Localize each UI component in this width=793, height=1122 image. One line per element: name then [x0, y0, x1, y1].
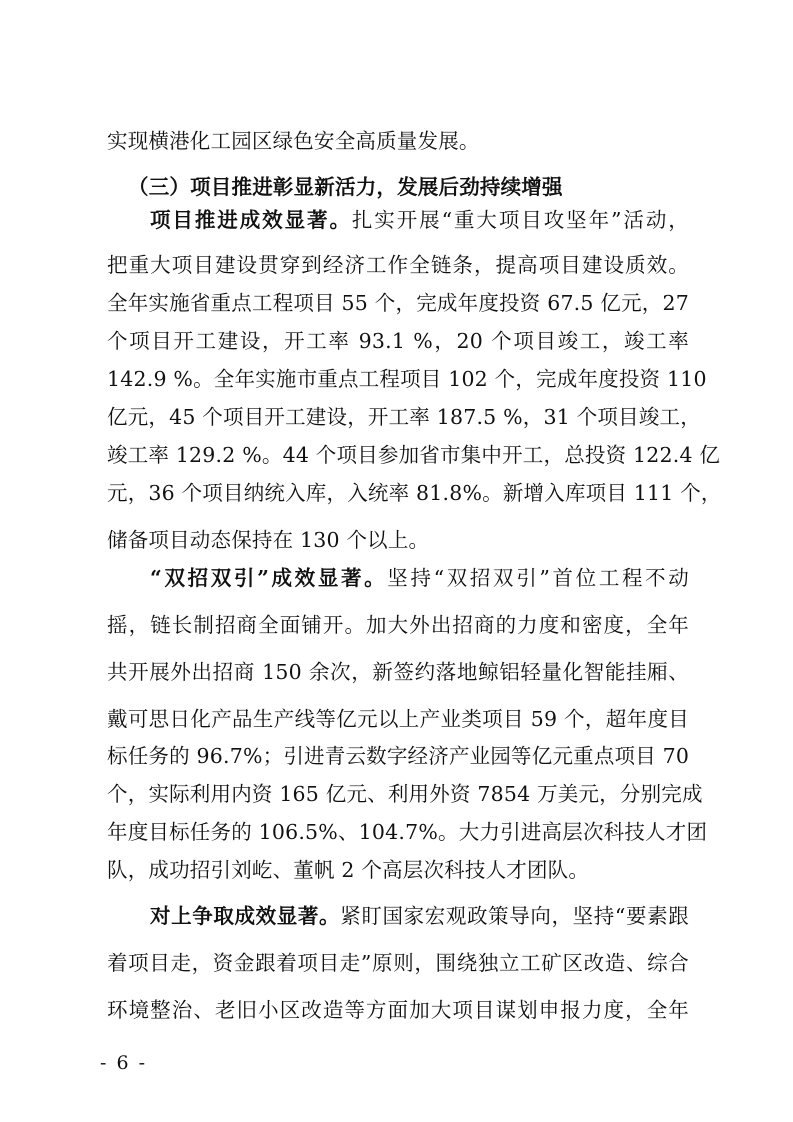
text-line: 竣工率 129.2 %。44 个项目参加省市集中开工，总投资 122.4 亿 [107, 443, 721, 467]
text-line: 队，成功招引刘屹、董帆 2 个高层次科技人才团队。 [107, 858, 590, 882]
paragraph-lead: “双招双引”成效显著。 [150, 566, 388, 590]
text-line: 摇，链长制招商全面铺开。加大外出招商的力度和密度，全年 [107, 613, 689, 637]
paragraph-text: 坚持“双招双引”首位工程不动 [387, 566, 689, 590]
paragraph-lead: 项目推进成效显著。 [150, 208, 352, 232]
text-line: 储备项目动态保持在 130 个以上。 [107, 528, 430, 552]
page-number: - 6 - [100, 1052, 148, 1074]
text-line: 年度目标任务的 106.5%、104.7%。大力引进高层次科技人才团 [107, 820, 708, 844]
paragraph-first-line [150, 903, 689, 929]
text-line: 环境整治、老旧小区改造等方面加大项目谋划申报力度，全年 [107, 998, 689, 1022]
text-line: 个，实际利用内资 165 亿元、利用外资 7854 万美元，分别完成 [107, 782, 703, 806]
text-line: 元，36 个项目纳统入库，入统率 81.8%。新增入库项目 111 个， [107, 481, 722, 505]
paragraph-text: 扎实开展“重大项目攻坚年”活动， [351, 208, 689, 232]
paragraph-first-line [150, 207, 689, 233]
text-line: 标任务的 96.7%；引进青云数字经济产业园等亿元重点项目 70 [107, 744, 690, 768]
text-line: 全年实施省重点工程项目 55 个，完成年度投资 67.5 亿元，27 [107, 291, 689, 315]
text-line: 亿元，45 个项目开工建设，开工率 187.5 %，31 个项目竣工， [107, 405, 701, 429]
text-line: 实现横港化工园区绿色安全高质量发展。 [107, 129, 480, 153]
paragraph-text: 紧盯国家宏观政策导向，坚持“要素跟 [340, 904, 689, 928]
text-line: 着项目走，资金跟着项目走”原则，围绕独立工矿区改造、综合 [107, 951, 689, 975]
text-line: 把重大项目建设贯穿到经济工作全链条，提高项目建设质效。 [107, 253, 689, 277]
paragraph-first-line [150, 565, 689, 591]
text-line: 个项目开工建设，开工率 93.1 %，20 个项目竣工，竣工率 [107, 329, 689, 353]
paragraph-lead: 对上争取成效显著。 [150, 904, 341, 928]
text-line: 共开展外出招商 150 余次，新签约落地鲸铝轻量化智能挂厢、 [107, 660, 689, 684]
text-line: 戴可思日化产品生产线等亿元以上产业类项目 59 个，超年度目 [107, 707, 689, 731]
text-line: 142.9 %。全年实施市重点工程项目 102 个，完成年度投资 110 [107, 367, 707, 391]
section-heading: （三）项目推进彰显新活力，发展后劲持续增强 [128, 175, 563, 199]
